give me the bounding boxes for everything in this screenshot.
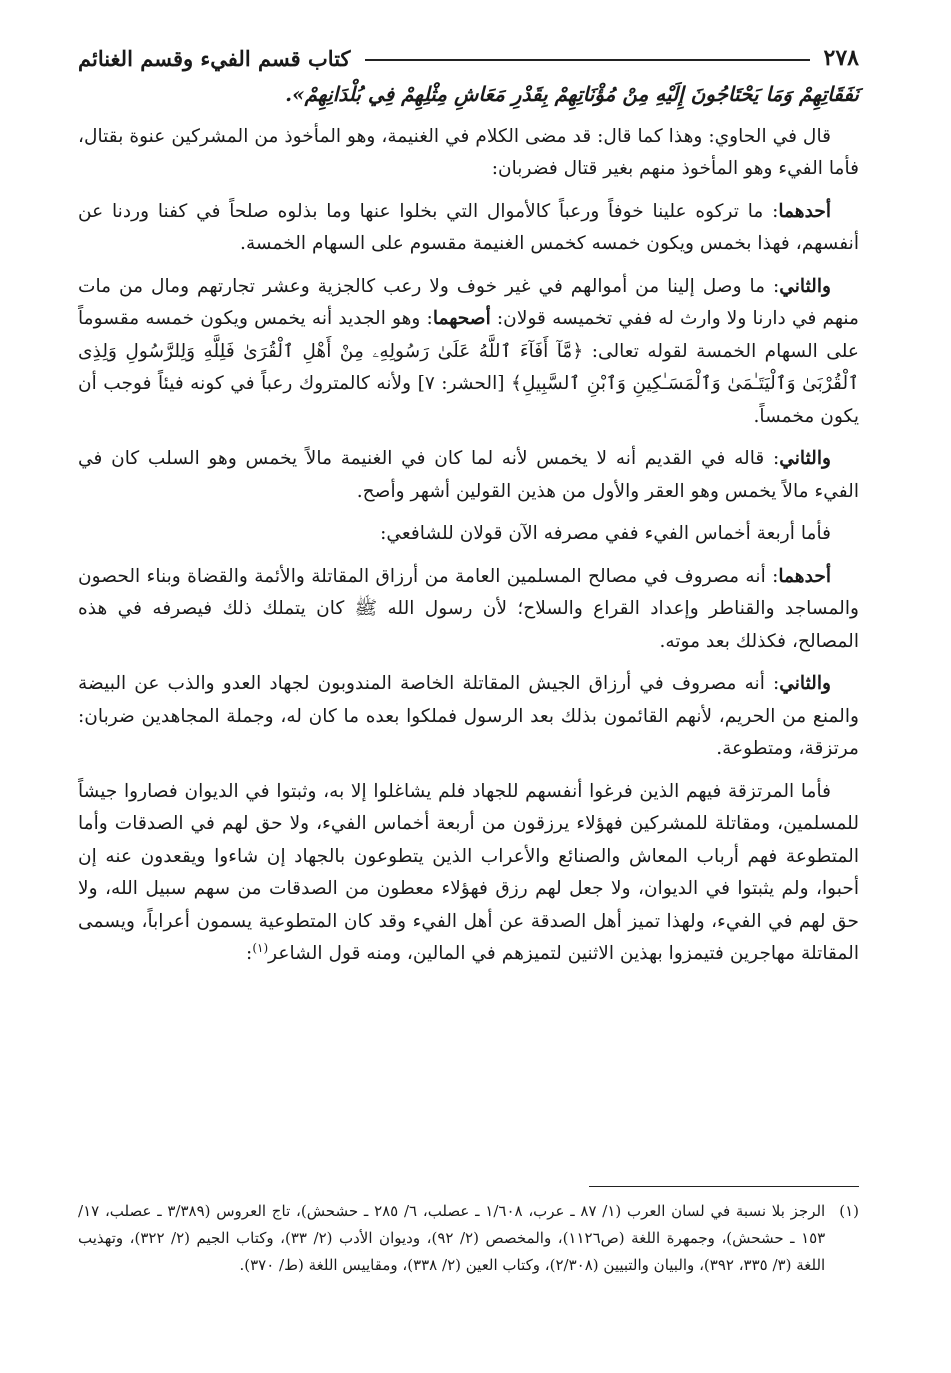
footnote-number: (١): [839, 1202, 859, 1220]
footnote-separator: [589, 1186, 859, 1187]
header-rule: [365, 59, 810, 61]
paragraph-text: :: [246, 943, 253, 964]
paragraph-text: فأما المرتزقة فيهم الذين فرغوا أنفسهم للجهاد فلم يشاغلوا إلا به، وثبتوا في الديوان فصاروا جيشاً للمسلمين، ومقاتلة للمشركين فهؤلاء يرزقون من أربعة أخماس الفيء، ولا حق لهم في الصدقات وأما المتطوعة فهم أرباب المعاش والصنائع والأعراب الذين يتطوعون بالجهاد إن شاءوا ويقعدون عنه إن أحبوا، ولم يثبتوا في الديوان، ولا جعل لهم رزق فهؤلاء معطون من الصدقات من سهم سبيل الله، ولا حق لهم في الفيء، ولهذا تميز أهل الصدقة عن أهل الفيء وقد كان المتطوعية يسمون أعراباً، ويسمى المقاتلة مهاجرين فتيمزوا بهذين الاثنين لتميزهم في المالين، ومنه قول الشاعر: [78, 780, 859, 964]
term-second: والثاني: [779, 448, 831, 469]
paragraph: [78, 443, 859, 508]
footnote-item: [78, 1198, 859, 1279]
paragraph-quote-continuation: نَفَقَاتِهِمْ وَمَا يَحْتَاجُونَ إِلَيْهِ مِنْ مُؤْنَاتِهِمْ بِقَدْرِ مَعَاشِ مِثْلِهِمْ فِي بُلْدَانِهِمْ».: [285, 82, 859, 106]
paragraph-text: : أنه مصروف في أرزاق الجيش المقاتلة الخاصة المندوبون لجهاد العدو والذب عن البيضة والمنع من الحريم، لأنهم القائمون بذلك بعد الرسول فملكوا بعده ما كان له، وجملة المجاهدين ضربان: مرتزقة، ومتطوعة.: [78, 673, 859, 759]
paragraph: [78, 776, 859, 971]
paragraph-text: : أنه مصروف في مصالح المسلمين العامة من أرزاق المقاتلة والأئمة والقضاة وبناء الحصون والمساجد والقناطر وإعداد القراع والسلاح؛ لأن رسول الله ﷺ كان يتملك ذلك فيصرفه في هذه المصالح، فكذلك بعد موته.: [78, 565, 859, 652]
paragraph: [78, 561, 859, 659]
term-second: والثاني: [779, 275, 831, 297]
running-title: كتاب قسم الفيء وقسم الغنائم: [78, 45, 351, 71]
main-text: [78, 78, 859, 971]
paragraph-text: : وهو الجديد أنه يخمس ويكون خمسه مقسوماً على السهام الخمسة لقوله تعالى: ﴿مَّآ أَفَآءَ ٱللَّهُ عَلَىٰ رَسُولِهِۦ مِنْ أَهْلِ ٱلْقُرَىٰ فَلِلَّهِ وَلِلرَّسُولِ وَلِذِى ٱلْقُرْبَىٰ وَٱلْيَتَـٰمَىٰ وَٱلْمَسَـٰكِينِ وَٱبْنِ ٱلسَّبِيلِ﴾ [الحشر: ٧] ولأنه كالمتروك رعباً في كونه فيئاً فوجب أن يكون مخمساً.: [78, 308, 859, 427]
term-first: أحدهما: [778, 200, 831, 222]
paragraph: فأما أربعة أخماس الفيء ففي مصرفه الآن قولان للشافعي:: [380, 523, 831, 544]
paragraph: قال في الحاوي: وهذا كما قال: قد مضى الكلام في الغنيمة، وهو المأخوذ من المشركين عنوة بقتال، فأما الفيء وهو المأخوذ منهم بغير قتال فضربان:: [78, 125, 859, 179]
paragraph: [78, 668, 859, 766]
term-most-correct: أصحهما: [432, 308, 491, 329]
paragraph: [78, 271, 859, 434]
footnote-text: الرجز بلا نسبة في لسان العرب (١/ ٨٧ ـ عرب، ١/٦٠٨ ـ عصلب، ٦/ ٢٨٥ ـ حشحش)، تاج العروس (٣/٣٨٩ ـ عصلب، ١٧/ ١٥٣ ـ حشحش)، وجمهرة اللغة (ص١١٢٦)، والمخصص (٢/ ٩٢)، وديوان الأدب (٢/ ٣٣)، وكتاب الجيم (٢/ ٣٢٢)، وتهذيب اللغة (٣/ ٣٣٥، ٣٩٢)، والبيان والتبيين (٢/٣٠٨)، وكتاب العين (٢/ ٣٣٨)، ومقاييس اللغة (ط/ ٣٧٠).: [78, 1202, 826, 1274]
page-header: [78, 38, 859, 78]
paragraph-text: : قاله في القديم أنه لا يخمس لأنه لما كان في الغنيمة مالاً يخمس وهو السلب كان في الفيء مالاً يخمس وهو العقر والأول من هذين القولين أشهر وأصح.: [78, 448, 859, 502]
paragraph: [78, 196, 859, 261]
term-first: أحدهما: [778, 565, 831, 587]
footnote-reference[interactable]: (١): [252, 940, 269, 955]
footnotes: [78, 1198, 859, 1279]
paragraph-text: : ما تركوه علينا خوفاً ورعباً كالأموال التي بخلوا عنها وما بذلوه صلحاً في كفنا وردنا عن أنفسهم، فهذا بخمس ويكون خمسه كخمس الغنيمة مقسوم على السهام الخمسة.: [78, 200, 859, 254]
paragraph-text: : ما وصل إلينا من أموالهم في غير خوف ولا رعب كالجزية وعشر تجارتهم ومال من مات منهم في دارنا ولا وارث له ففي تخميسه قولان:: [78, 275, 859, 329]
page-number: ٢٧٨: [823, 45, 859, 71]
term-second: والثاني: [779, 673, 831, 694]
